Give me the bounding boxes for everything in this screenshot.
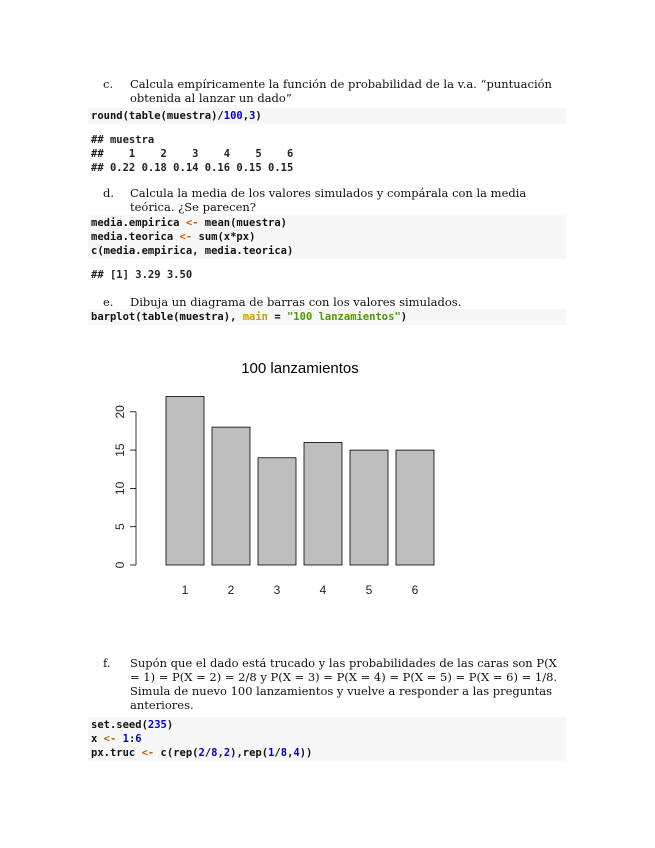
bar-2 <box>212 427 250 565</box>
x-tick-label: 2 <box>227 583 235 597</box>
output-line: ## [1] 3.29 3.50 <box>91 269 193 281</box>
bar-5 <box>350 450 388 565</box>
code-block-f: set.seed(235) x <- 1:6 px.truc <- c(rep(2/8,2),rep(1/8,4)) <box>88 717 566 761</box>
bars-group <box>166 396 434 565</box>
y-tick-label: 20 <box>113 405 127 419</box>
item-letter: e. <box>103 295 114 309</box>
output-line: ## 1 2 3 4 5 6 <box>91 148 294 160</box>
bar-4 <box>304 442 342 565</box>
item-text: Calcula empíricamente la función de probabilidad de la v.a. “puntuación obtenida al lanzar un dado” <box>130 77 552 105</box>
x-axis <box>182 583 419 597</box>
x-tick-label: 4 <box>319 583 327 597</box>
bar-6 <box>396 450 434 565</box>
item-text: Dibuja un diagrama de barras con los valores simulados. <box>130 295 462 309</box>
barplot-chart <box>110 352 460 602</box>
x-tick-label: 6 <box>411 583 419 597</box>
item-letter: f. <box>103 656 111 670</box>
y-tick-label: 15 <box>113 443 127 457</box>
output-line: ## muestra <box>91 134 155 146</box>
output-block-c <box>88 132 566 176</box>
item-letter: c. <box>103 77 114 91</box>
x-tick-label: 3 <box>273 583 281 597</box>
bar-1 <box>166 396 204 565</box>
item-letter: d. <box>103 186 115 200</box>
item-text: Calcula la media de los valores simulados y compárala con la media teórica. ¿Se parecen? <box>130 186 527 214</box>
y-axis <box>113 405 136 569</box>
code-block-e: barplot(table(muestra), main = "100 lanzamientos") <box>88 309 566 325</box>
code-block-d: media.empirica <- mean(muestra) media.teorica <- sum(x*px) c(media.empirica, media.teorica) <box>88 215 566 259</box>
y-tick-label: 10 <box>113 481 127 496</box>
y-tick-label: 0 <box>113 561 127 569</box>
chart-title: 100 lanzamientos <box>241 360 359 377</box>
output-block-d <box>88 267 566 283</box>
x-tick-label: 5 <box>365 583 373 597</box>
bar-3 <box>258 458 296 565</box>
item-text: Supón que el dado está trucado y las probabilidades de las caras son P(X = 1) = P(X = 2) = 2/8 y P(X = 3) = P(X = 4) = P(X = 5) = P(X = 6) = 1/8. Simula de nuevo 100 lanzamientos y vuelve a responder a las preguntas anteriores. <box>130 656 558 712</box>
y-tick-label: 5 <box>113 523 127 531</box>
output-line: ## 0.22 0.18 0.14 0.16 0.15 0.15 <box>91 162 294 174</box>
x-tick-label: 1 <box>181 583 189 597</box>
code-block-c: round(table(muestra)/100,3) <box>88 108 566 124</box>
